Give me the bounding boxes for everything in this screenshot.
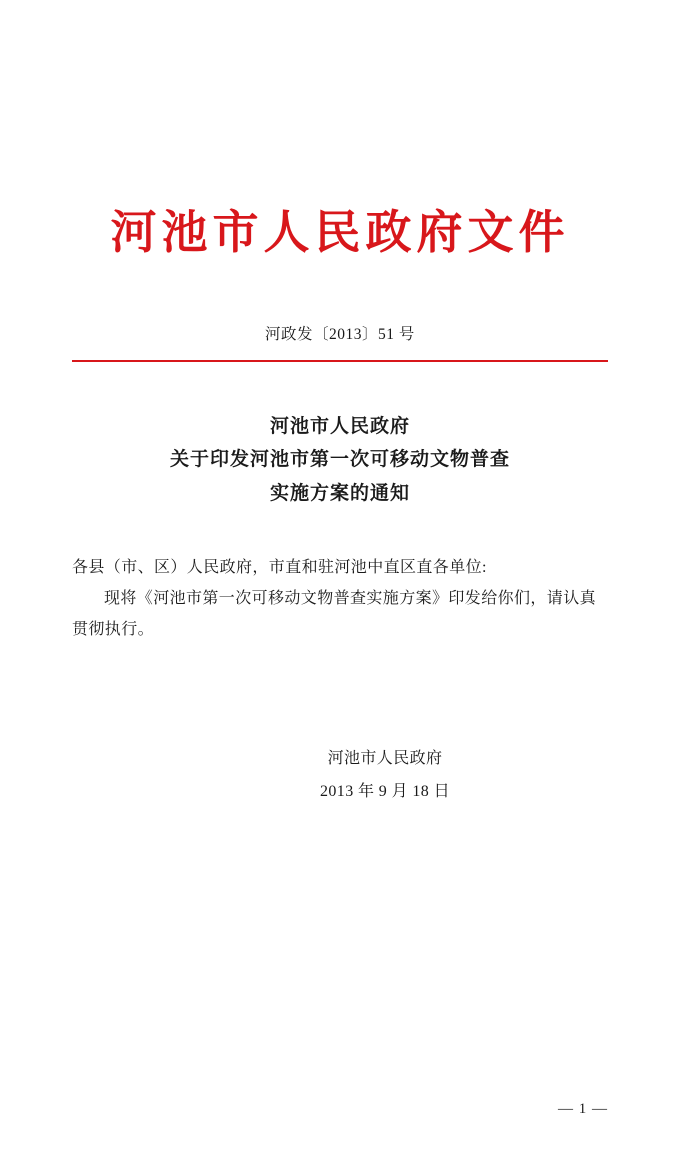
document-body [72, 552, 608, 646]
document-page [0, 205, 680, 1166]
page-number: — 1 — [558, 1101, 608, 1117]
document-title-line-3: 实施方案的通知 [269, 482, 410, 504]
document-title-line-1: 河池市人民政府 [269, 416, 410, 438]
document-salutation: 各县（市、区）人民政府，市直和驻河池中直区直各单位: [72, 558, 487, 576]
document-paragraph-1: 现将《河池市第一次可移动文物普查实施方案》印发给你们，请认真贯彻执行。 [72, 590, 597, 639]
signature-issuer: 河池市人民政府 [327, 749, 443, 767]
document-masthead-title: 河池市人民政府文件 [110, 205, 570, 259]
document-signature-block [72, 742, 608, 809]
document-title-line-2: 关于印发河池市第一次可移动文物普查 [169, 449, 510, 471]
signature-date: 2013 年 9 月 18 日 [320, 783, 450, 801]
document-number: 河政发〔2013〕51 号 [265, 326, 415, 344]
red-horizontal-rule [72, 360, 608, 362]
document-title-block [72, 410, 608, 510]
